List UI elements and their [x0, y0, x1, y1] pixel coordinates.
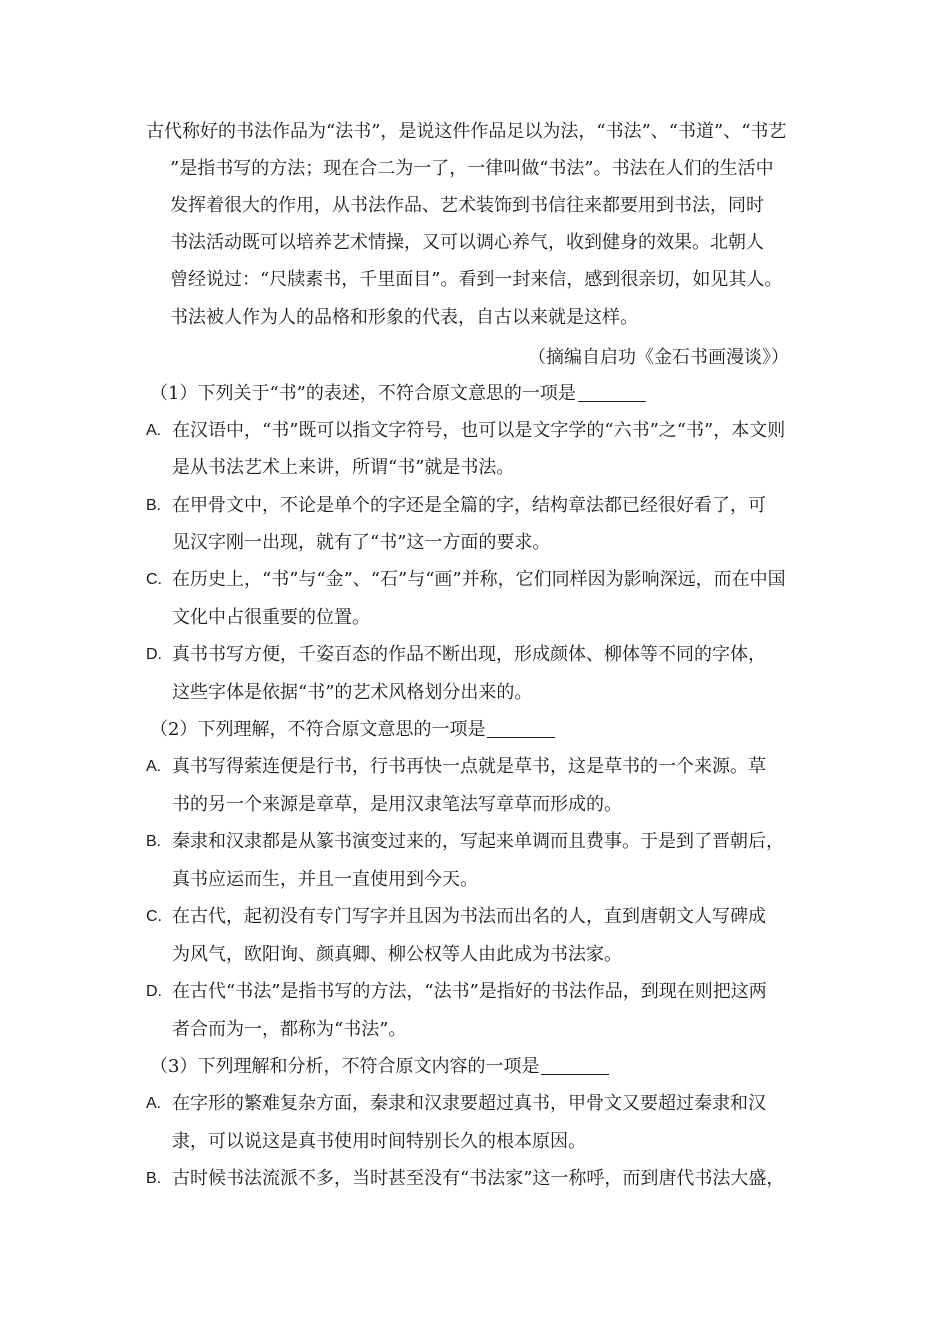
option-text: 文化中占很重要的位置。: [172, 607, 370, 628]
passage-source: （摘编自启功《金石书画漫谈》）: [528, 347, 789, 368]
question-stem-text: （1）下列关于“书”的表述，不符合原文意思的一项是: [150, 383, 576, 404]
answer-blank: [541, 1056, 609, 1075]
option-text: 古时候书法流派不多，当时甚至没有“书法家”这一称呼，而到唐代书法大盛，: [172, 1168, 785, 1189]
option-text: 是从书法艺术上来讲，所谓“书”就是书法。: [172, 457, 515, 478]
option-text: 为风气，欧阳询、颜真卿、柳公权等人由此成为书法家。: [172, 944, 622, 965]
question-1-stem: [150, 382, 646, 406]
option-text: 在古代“书法”是指书写的方法，“法书”是指好的书法作品，到现在则把这两: [172, 981, 767, 1002]
passage-line: ”是指书写的方法；现在合二为一了，一律叫做“书法”。书法在人们的生活中: [170, 158, 774, 179]
question-2-stem: [150, 718, 555, 742]
option-text: 见汉字刚一出现，就有了“书”这一方面的要求。: [172, 532, 551, 553]
question-stem-text: （3）下列理解和分析，不符合原文内容的一项是: [150, 1056, 540, 1077]
passage-line: 曾经说过：“尺牍素书，千里面目”。看到一封来信，感到很亲切，如见其人。: [170, 269, 783, 290]
option-letter: D.: [146, 983, 162, 1000]
option-letter: A.: [146, 422, 162, 439]
option-text: 在历史上，“书”与“金”、“石”与“画”并称，它们同样因为影响深远，而在中国: [172, 569, 786, 590]
option-letter: A.: [146, 758, 162, 775]
option-letter: B.: [146, 497, 162, 514]
option-text: 者合而为一，都称为“书法”。: [172, 1019, 407, 1040]
option-text: 真书应运而生，并且一直使用到今天。: [172, 869, 478, 890]
question-3-stem: [150, 1055, 609, 1079]
passage-line: 书法活动既可以培养艺术情操，又可以调心养气，收到健身的效果。北朝人: [170, 232, 764, 253]
passage-line: 书法被人作为人的品格和形象的代表，自古以来就是这样。: [170, 307, 638, 328]
option-letter: C.: [146, 571, 162, 588]
option-text: 书的另一个来源是章草，是用汉隶笔法写章草而形成的。: [172, 794, 622, 815]
answer-blank: [578, 383, 646, 402]
option-text: 真书书写方便，千姿百态的作品不断出现，形成颜体、柳体等不同的字体，: [172, 644, 766, 665]
passage-line: 古代称好的书法作品为“法书”，是说这件作品足以为法，“书法”、“书道”、“书艺: [146, 121, 787, 142]
passage-line: 发挥着很大的作用，从书法作品、艺术装饰到书信往来都要用到书法，同时: [170, 195, 764, 216]
option-letter: D.: [146, 646, 162, 663]
option-letter: B.: [146, 833, 162, 850]
option-letter: B.: [146, 1170, 162, 1187]
option-text: 隶，可以说这是真书使用时间特别长久的根本原因。: [172, 1131, 586, 1152]
option-text: 在字形的繁难复杂方面，秦隶和汉隶要超过真书，甲骨文又要超过秦隶和汉: [172, 1093, 766, 1114]
option-letter: C.: [146, 908, 162, 925]
question-stem-text: （2）下列理解，不符合原文意思的一项是: [150, 719, 486, 740]
option-text: 这些字体是依据“书”的艺术风格划分出来的。: [172, 682, 533, 703]
option-letter: A.: [146, 1095, 162, 1112]
option-text: 在甲骨文中，不论是单个的字还是全篇的字，结构章法都已经很好看了，可: [172, 495, 766, 516]
option-text: 真书写得萦连便是行书，行书再快一点就是草书，这是草书的一个来源。草: [172, 756, 766, 777]
option-text: 秦隶和汉隶都是从篆书演变过来的，写起来单调而且费事。于是到了晋朝后，: [172, 831, 784, 852]
option-text: 在汉语中，“书”既可以指文字符号，也可以是文字学的“六书”之“书”，本文则: [172, 420, 786, 441]
answer-blank: [487, 719, 555, 738]
option-text: 在古代，起初没有专门写字并且因为书法而出名的人，直到唐朝文人写碑成: [172, 906, 766, 927]
